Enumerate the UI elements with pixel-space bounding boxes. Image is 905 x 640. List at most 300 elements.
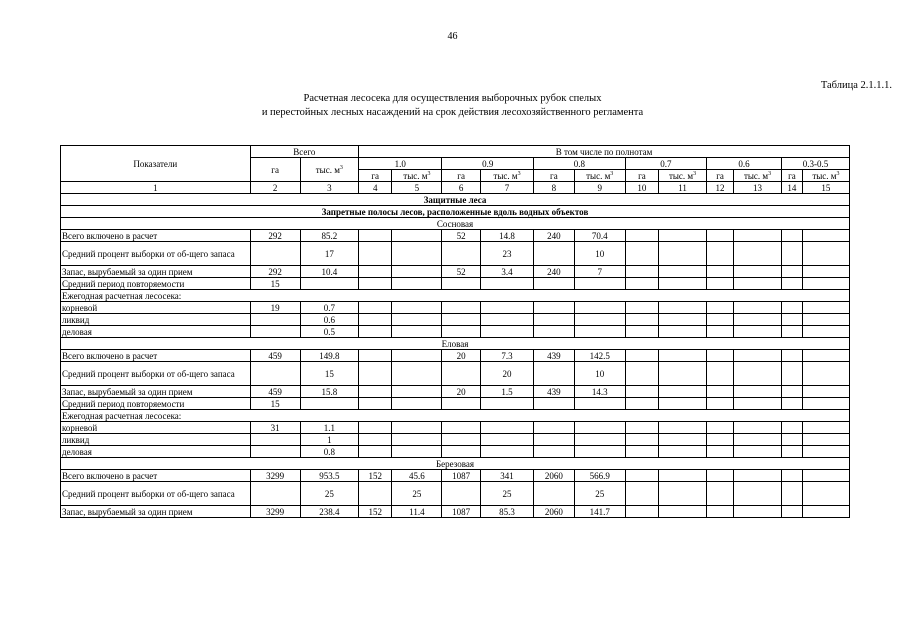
table-cell: 152 <box>359 470 392 482</box>
table-title-line-1: Расчетная лесосека для осуществления выборочных рубок спелых <box>303 93 602 104</box>
header-unit-ha: га <box>359 170 392 182</box>
table-cell: 0.5 <box>300 326 358 338</box>
table-cell <box>625 398 658 410</box>
felling-table <box>60 145 850 518</box>
row-label: корневой <box>61 422 251 434</box>
table-cell <box>534 302 575 314</box>
table-cell <box>625 470 658 482</box>
table-cell <box>359 434 392 446</box>
table-cell: 2060 <box>534 506 575 518</box>
table-cell <box>534 446 575 458</box>
table-cell: 0.6 <box>300 314 358 326</box>
table-cell <box>574 314 625 326</box>
table-cell <box>359 398 392 410</box>
table-cell <box>250 434 300 446</box>
row-label: Запас, вырубаемый за один прием <box>61 506 251 518</box>
table-cell <box>782 470 803 482</box>
table-cell <box>707 326 734 338</box>
table-cell <box>625 314 658 326</box>
table-cell <box>782 242 803 266</box>
table-cell <box>782 422 803 434</box>
table-cell: 15 <box>300 362 358 386</box>
table-row <box>61 410 850 422</box>
row-label: Запас, вырубаемый за один прием <box>61 266 251 278</box>
table-cell <box>625 362 658 386</box>
table-cell <box>659 302 707 314</box>
table-cell: 52 <box>442 230 481 242</box>
species-title: Еловая <box>61 338 850 350</box>
table-cell <box>534 278 575 290</box>
row-label: Ежегодная расчетная лесосека: <box>61 410 850 422</box>
table-cell <box>802 446 849 458</box>
table-cell <box>442 302 481 314</box>
table-cell <box>574 446 625 458</box>
table-cell <box>359 302 392 314</box>
table-cell <box>782 398 803 410</box>
column-number: 7 <box>480 182 533 194</box>
table-cell <box>659 350 707 362</box>
table-cell: 0.7 <box>300 302 358 314</box>
table-cell <box>734 350 782 362</box>
header-unit-volume: тыс. $м^3$ <box>574 170 625 182</box>
column-number: 9 <box>574 182 625 194</box>
subsection-title: Запретные полосы лесов, расположенные вдоль водных объектов <box>61 206 850 218</box>
table-cell: 17 <box>300 242 358 266</box>
table-cell: 25 <box>574 482 625 506</box>
table-cell <box>625 350 658 362</box>
header-density: 0.9 <box>442 158 534 170</box>
table-cell <box>534 398 575 410</box>
table-cell: 240 <box>534 266 575 278</box>
table-cell <box>707 470 734 482</box>
table-cell <box>300 398 358 410</box>
table-cell <box>707 242 734 266</box>
table-cell <box>442 446 481 458</box>
row-label: Средний процент выборки от об-щего запаса <box>61 482 251 506</box>
column-number: 13 <box>734 182 782 194</box>
column-number: 2 <box>250 182 300 194</box>
table-cell: 10 <box>574 362 625 386</box>
table-cell <box>707 434 734 446</box>
table-cell <box>782 506 803 518</box>
table-cell: 3299 <box>250 470 300 482</box>
header-unit-volume: тыс. $м^3$ <box>659 170 707 182</box>
table-cell <box>659 482 707 506</box>
column-number: 3 <box>300 182 358 194</box>
species-title: Березовая <box>61 458 850 470</box>
table-cell: 20 <box>442 386 481 398</box>
header-unit-ha: га <box>534 170 575 182</box>
column-numbers-row <box>61 182 850 194</box>
species-title: Сосновая <box>61 218 850 230</box>
table-row <box>61 350 850 362</box>
row-label: Всего включено в расчет <box>61 350 251 362</box>
table-cell: 141.7 <box>574 506 625 518</box>
table-cell <box>359 386 392 398</box>
table-cell <box>250 242 300 266</box>
header-unit-ha: га <box>625 170 658 182</box>
table-cell <box>802 506 849 518</box>
table-cell <box>802 362 849 386</box>
table-cell <box>625 482 658 506</box>
row-label: Средний процент выборки от об-щего запаса <box>61 362 251 386</box>
row-label: Средний период повторяемости <box>61 278 251 290</box>
table-cell <box>802 242 849 266</box>
table-row <box>61 398 850 410</box>
table-cell <box>734 314 782 326</box>
table-cell: 45.6 <box>392 470 442 482</box>
row-label: Средний период повторяемости <box>61 398 251 410</box>
table-cell <box>300 278 358 290</box>
column-number: 14 <box>782 182 803 194</box>
section-title: Защитные леса <box>61 194 850 206</box>
table-cell <box>625 302 658 314</box>
table-row <box>61 314 850 326</box>
table-cell <box>392 398 442 410</box>
header-density: 0.8 <box>534 158 626 170</box>
table-cell <box>782 230 803 242</box>
table-cell: 0.8 <box>300 446 358 458</box>
table-cell: 240 <box>534 230 575 242</box>
table-cell <box>734 266 782 278</box>
table-cell <box>659 446 707 458</box>
table-cell <box>782 278 803 290</box>
table-cell <box>442 326 481 338</box>
table-cell <box>574 278 625 290</box>
table-cell <box>574 326 625 338</box>
header-density: 1.0 <box>359 158 442 170</box>
table-cell <box>734 362 782 386</box>
table-cell <box>734 422 782 434</box>
table-cell: 31 <box>250 422 300 434</box>
table-cell <box>392 350 442 362</box>
table-cell <box>802 314 849 326</box>
section-row <box>61 194 850 206</box>
header-unit-volume: тыс. $м^3$ <box>734 170 782 182</box>
table-cell <box>707 266 734 278</box>
table-cell: 439 <box>534 386 575 398</box>
table-cell <box>625 446 658 458</box>
table-cell <box>802 386 849 398</box>
table-cell <box>782 446 803 458</box>
table-cell: 459 <box>250 350 300 362</box>
table-cell: 1 <box>300 434 358 446</box>
table-cell: 25 <box>300 482 358 506</box>
page-number: 46 <box>447 31 458 42</box>
table-cell <box>359 314 392 326</box>
table-cell <box>250 326 300 338</box>
table-cell: 19 <box>250 302 300 314</box>
table-title <box>0 92 905 120</box>
table-cell <box>250 314 300 326</box>
table-cell <box>359 362 392 386</box>
column-number: 1 <box>61 182 251 194</box>
table-cell <box>534 314 575 326</box>
table-cell <box>625 434 658 446</box>
column-number: 4 <box>359 182 392 194</box>
table-cell <box>659 398 707 410</box>
table-cell <box>659 434 707 446</box>
table-row <box>61 230 850 242</box>
table-cell <box>802 434 849 446</box>
table-cell <box>707 398 734 410</box>
table-cell <box>707 506 734 518</box>
table-cell <box>392 386 442 398</box>
table-cell <box>734 386 782 398</box>
table-cell <box>534 422 575 434</box>
header-unit-ha: га <box>782 170 803 182</box>
table-cell <box>625 326 658 338</box>
header-total: Всего <box>250 146 358 158</box>
row-label: Средний процент выборки от об-щего запаса <box>61 242 251 266</box>
table-cell <box>707 278 734 290</box>
table-cell: 439 <box>534 350 575 362</box>
column-number: 15 <box>802 182 849 194</box>
table-cell: 1087 <box>442 470 481 482</box>
table-cell: 70.4 <box>574 230 625 242</box>
table-cell <box>707 482 734 506</box>
table-cell <box>802 422 849 434</box>
table-cell <box>392 266 442 278</box>
table-cell <box>574 398 625 410</box>
table-cell <box>782 302 803 314</box>
species-row <box>61 218 850 230</box>
column-number: 5 <box>392 182 442 194</box>
table-cell <box>734 482 782 506</box>
table-cell <box>359 446 392 458</box>
table-cell <box>442 362 481 386</box>
table-cell <box>392 242 442 266</box>
table-cell <box>734 326 782 338</box>
table-cell <box>359 278 392 290</box>
table-cell: 14.3 <box>574 386 625 398</box>
header-unit-volume: тыс. $м^3$ <box>802 170 849 182</box>
table-cell: 20 <box>480 362 533 386</box>
table-cell <box>534 242 575 266</box>
table-cell <box>359 422 392 434</box>
table-cell <box>392 446 442 458</box>
table-cell <box>625 242 658 266</box>
table-row <box>61 434 850 446</box>
column-number: 12 <box>707 182 734 194</box>
table-cell <box>359 482 392 506</box>
row-label: деловая <box>61 326 251 338</box>
table-cell <box>802 266 849 278</box>
table-cell <box>250 362 300 386</box>
table-cell: 566.9 <box>574 470 625 482</box>
table-cell: 341 <box>480 470 533 482</box>
table-cell <box>782 362 803 386</box>
table-cell <box>442 434 481 446</box>
table-cell: 25 <box>392 482 442 506</box>
table-cell <box>392 314 442 326</box>
table-cell <box>574 434 625 446</box>
table-cell <box>480 422 533 434</box>
table-cell: 459 <box>250 386 300 398</box>
table-cell <box>625 230 658 242</box>
table-cell <box>782 434 803 446</box>
table-cell <box>734 434 782 446</box>
table-header <box>61 146 850 194</box>
table-cell <box>802 302 849 314</box>
table-cell <box>359 242 392 266</box>
table-cell <box>659 230 707 242</box>
table-cell <box>802 470 849 482</box>
table-cell <box>659 362 707 386</box>
table-cell <box>625 278 658 290</box>
table-cell <box>659 422 707 434</box>
table-cell <box>659 506 707 518</box>
table-cell <box>734 278 782 290</box>
table-row <box>61 506 850 518</box>
column-number: 8 <box>534 182 575 194</box>
table-cell <box>659 266 707 278</box>
table-cell: 152 <box>359 506 392 518</box>
table-cell: 292 <box>250 230 300 242</box>
header-total-ha: га <box>250 158 300 182</box>
table-cell <box>734 398 782 410</box>
table-row <box>61 470 850 482</box>
table-cell <box>392 230 442 242</box>
table-row <box>61 482 850 506</box>
table-cell <box>625 266 658 278</box>
table-cell <box>625 422 658 434</box>
table-row <box>61 242 850 266</box>
table-row <box>61 266 850 278</box>
table-cell <box>392 326 442 338</box>
table-cell: 3.4 <box>480 266 533 278</box>
table-cell <box>802 326 849 338</box>
table-row <box>61 362 850 386</box>
table-cell <box>250 446 300 458</box>
table-cell <box>534 362 575 386</box>
table-cell: 25 <box>480 482 533 506</box>
table-cell: 292 <box>250 266 300 278</box>
table-cell <box>359 350 392 362</box>
table-cell <box>659 326 707 338</box>
row-label: Запас, вырубаемый за один прием <box>61 386 251 398</box>
header-unit-volume: тыс. $м^3$ <box>392 170 442 182</box>
table-cell: 3299 <box>250 506 300 518</box>
table-cell: 11.4 <box>392 506 442 518</box>
table-cell <box>782 326 803 338</box>
header-density: 0.3-0.5 <box>782 158 850 170</box>
table-cell <box>802 398 849 410</box>
table-cell: 52 <box>442 266 481 278</box>
table-cell <box>802 278 849 290</box>
table-cell: 23 <box>480 242 533 266</box>
header-indicators: Показатели <box>61 146 251 182</box>
table-cell <box>659 278 707 290</box>
table-cell <box>659 386 707 398</box>
header-unit-ha: га <box>442 170 481 182</box>
table-cell <box>442 482 481 506</box>
subsection-row <box>61 206 850 218</box>
row-label: ликвид <box>61 314 251 326</box>
table-cell <box>574 302 625 314</box>
table-cell <box>707 362 734 386</box>
species-row <box>61 458 850 470</box>
table-cell <box>480 434 533 446</box>
table-cell: 2060 <box>534 470 575 482</box>
table-cell <box>392 422 442 434</box>
table-row <box>61 386 850 398</box>
table-cell <box>734 302 782 314</box>
table-cell: 238.4 <box>300 506 358 518</box>
header-unit-ha: га <box>707 170 734 182</box>
table-cell <box>442 422 481 434</box>
table-cell: 20 <box>442 350 481 362</box>
table-row <box>61 422 850 434</box>
header-total-volume: тыс. $м^3$ <box>300 158 358 182</box>
table-cell: 15 <box>250 398 300 410</box>
table-cell <box>442 278 481 290</box>
table-cell <box>802 350 849 362</box>
table-cell: 15.8 <box>300 386 358 398</box>
table-cell <box>734 446 782 458</box>
table-cell: 1087 <box>442 506 481 518</box>
table-cell <box>802 482 849 506</box>
table-label: Таблица 2.1.1.1. <box>820 80 892 91</box>
table-cell <box>782 266 803 278</box>
table-cell: 7.3 <box>480 350 533 362</box>
table-cell <box>782 482 803 506</box>
table-cell: 15 <box>250 278 300 290</box>
table-cell <box>659 314 707 326</box>
table-cell <box>480 302 533 314</box>
table-row <box>61 326 850 338</box>
table-cell <box>625 386 658 398</box>
header-density: 0.6 <box>707 158 782 170</box>
table-cell: 142.5 <box>574 350 625 362</box>
column-number: 6 <box>442 182 481 194</box>
table-cell: 7 <box>574 266 625 278</box>
table-cell <box>534 326 575 338</box>
table-cell <box>442 242 481 266</box>
table-cell <box>534 482 575 506</box>
column-number: 11 <box>659 182 707 194</box>
row-label: корневой <box>61 302 251 314</box>
table-row <box>61 278 850 290</box>
table-cell <box>625 506 658 518</box>
table-row <box>61 302 850 314</box>
table-cell <box>480 446 533 458</box>
table-cell <box>707 350 734 362</box>
table-cell <box>734 506 782 518</box>
table-cell <box>659 242 707 266</box>
table-cell <box>480 398 533 410</box>
table-cell <box>574 422 625 434</box>
table-cell: 85.2 <box>300 230 358 242</box>
header-by-density: В том числе по полнотам <box>359 146 850 158</box>
table-cell: 953.5 <box>300 470 358 482</box>
species-row <box>61 338 850 350</box>
table-cell <box>802 230 849 242</box>
table-cell <box>707 422 734 434</box>
header-density: 0.7 <box>625 158 706 170</box>
table-cell <box>782 314 803 326</box>
row-label: деловая <box>61 446 251 458</box>
row-label: Всего включено в расчет <box>61 470 251 482</box>
table-cell: 10 <box>574 242 625 266</box>
table-cell <box>782 350 803 362</box>
table-body <box>61 194 850 518</box>
table-cell <box>707 314 734 326</box>
table-cell: 1.5 <box>480 386 533 398</box>
row-label: Ежегодная расчетная лесосека: <box>61 290 850 302</box>
header-unit-volume: тыс. $м^3$ <box>480 170 533 182</box>
table-cell <box>659 470 707 482</box>
